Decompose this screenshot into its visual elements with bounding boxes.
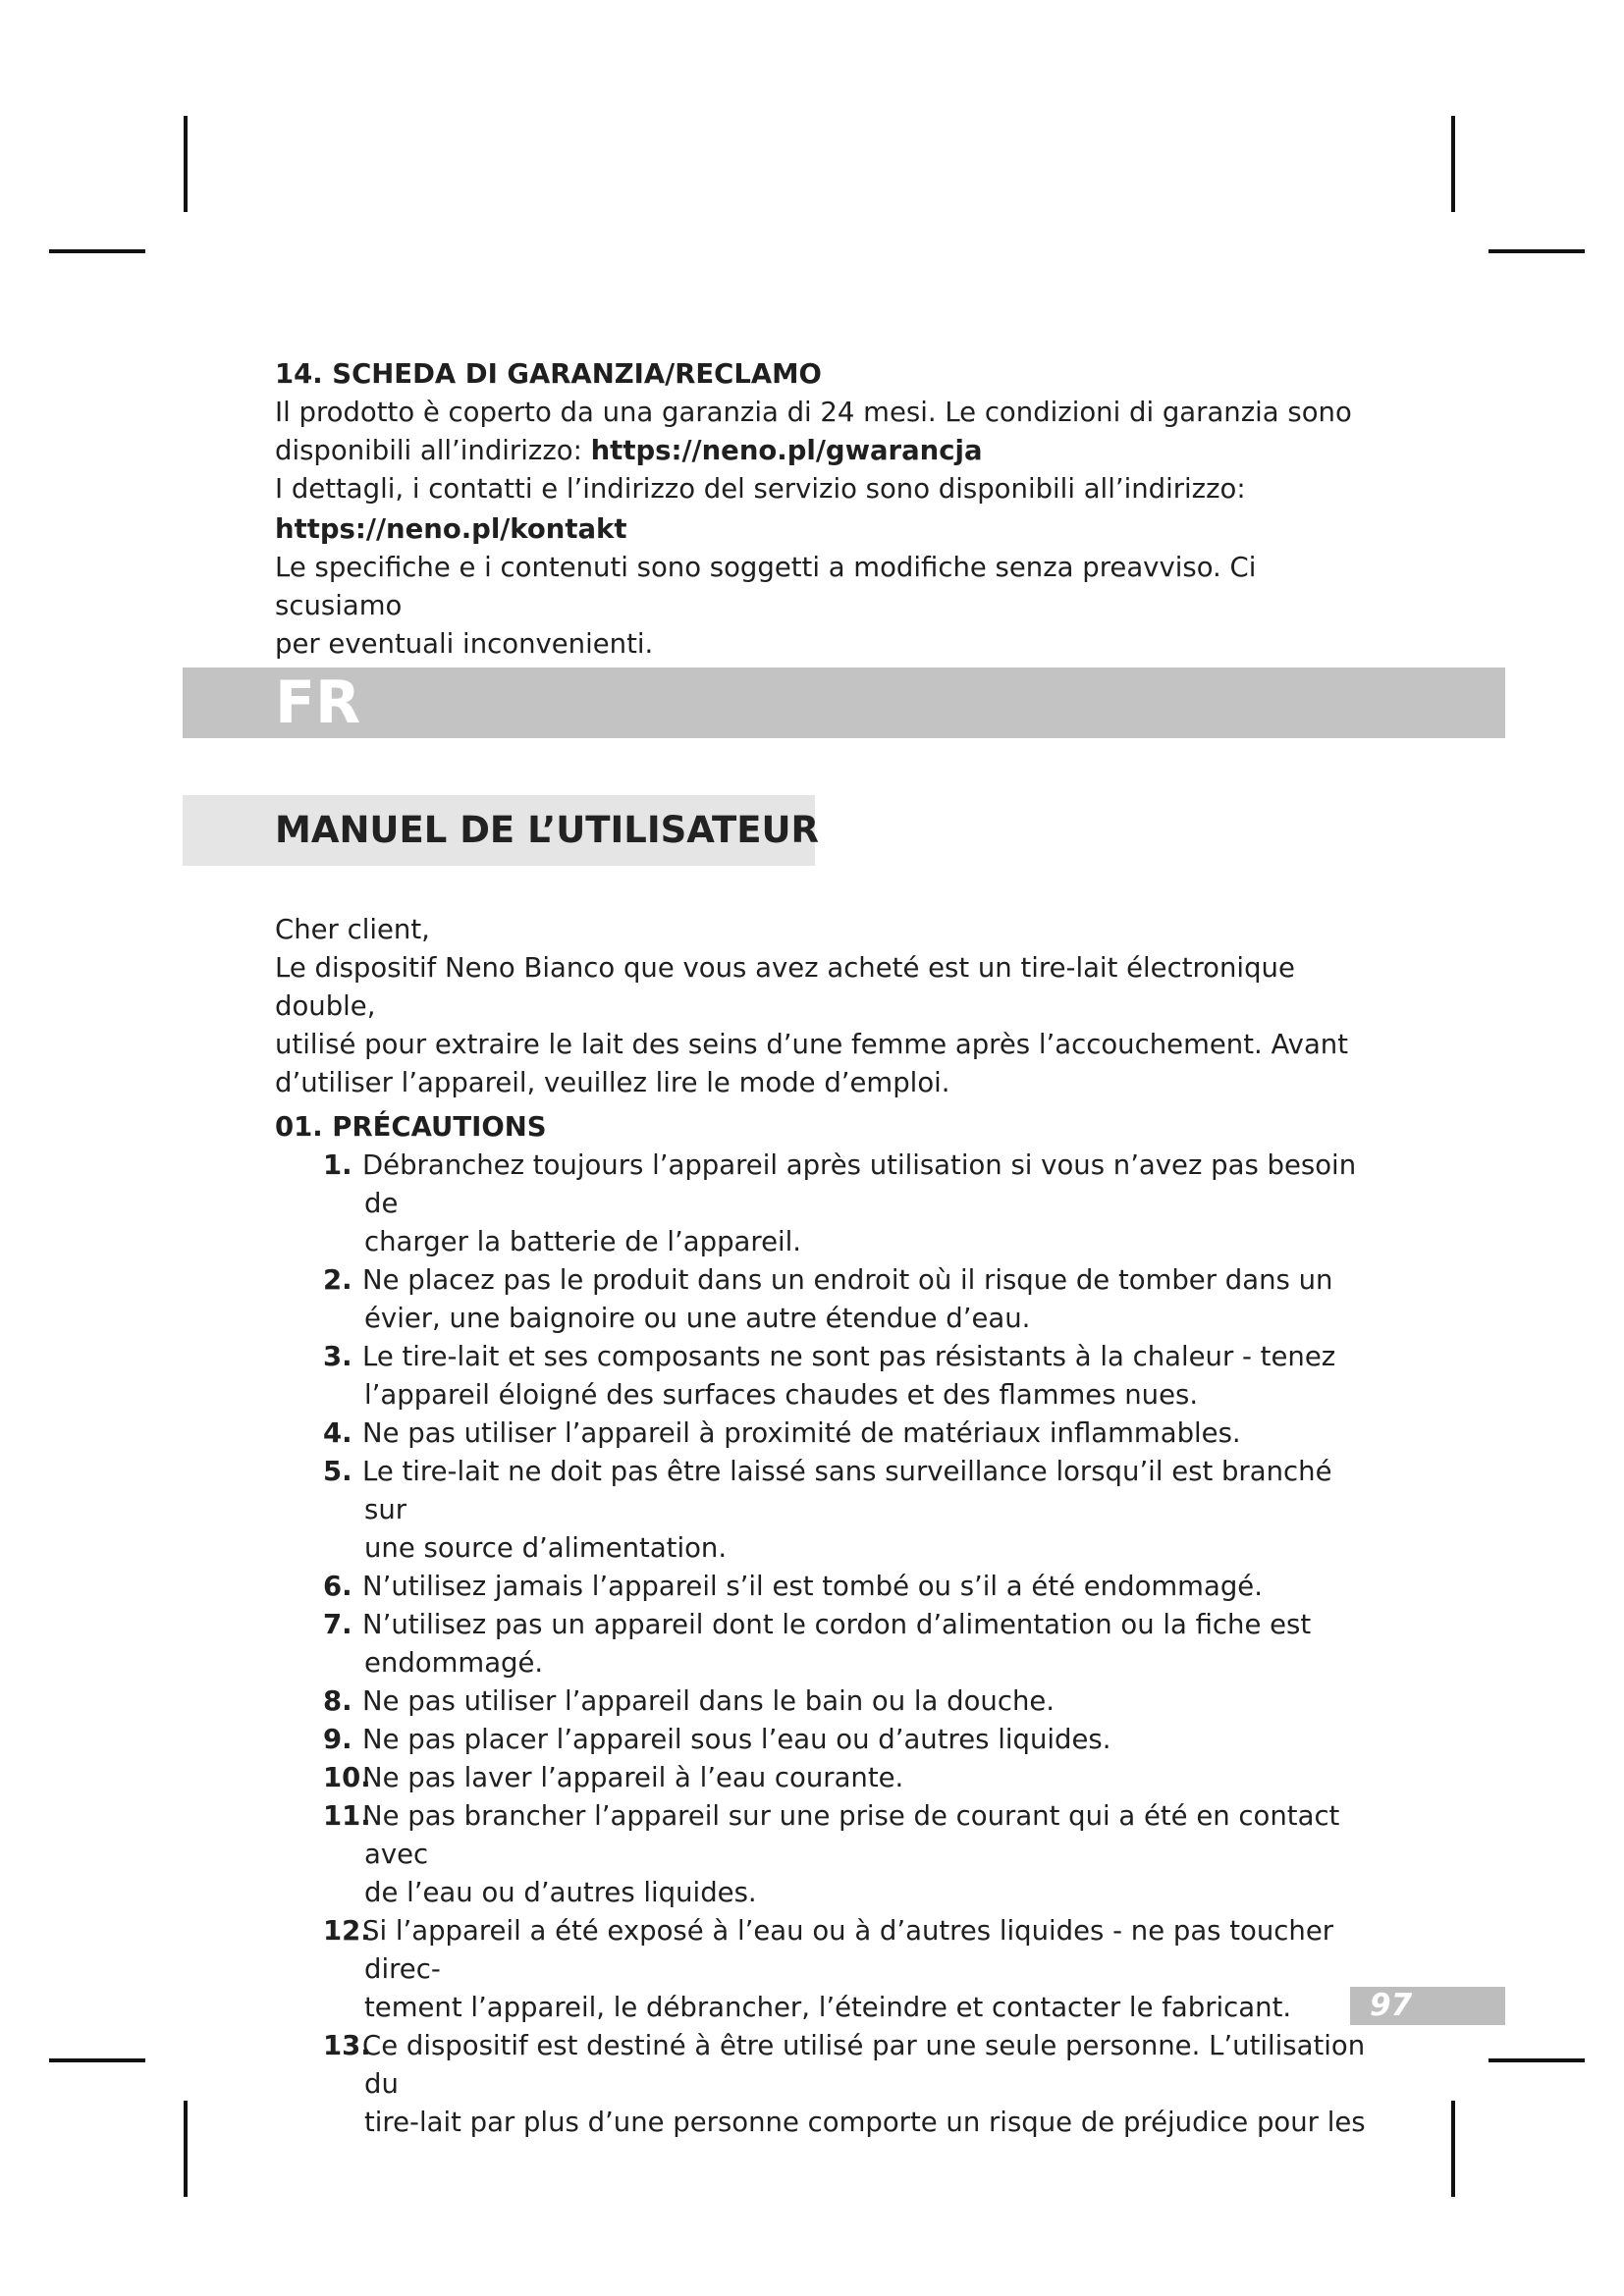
crop-mark-bottom-left-vertical: [184, 2101, 188, 2197]
precaution-text-continued: charger la batterie de l’appareil.: [364, 1226, 802, 1257]
precaution-text: N’utilisez pas un appareil dont le cordon d’alimentation ou la fiche est: [362, 1609, 1312, 1640]
precaution-text: Si l’appareil a été exposé à l’eau ou à d’autres liquides - ne pas toucher direc-: [362, 1915, 1334, 1985]
precaution-number: 8.: [323, 1685, 352, 1717]
precaution-item: [319, 1453, 1375, 1568]
precaution-text: Ne pas brancher l’appareil sur une prise de courant qui a été en contact avec: [362, 1800, 1340, 1870]
precaution-number: 4.: [323, 1417, 352, 1449]
precaution-number: 5.: [323, 1456, 352, 1487]
greeting: Cher client,: [275, 914, 430, 945]
precaution-text: Ce dispositif est destiné à être utilisé par une seule personne. L’utilisation du: [362, 2030, 1366, 2100]
intro-line: Le dispositif Neno Bianco que vous avez acheté est un tire-lait électronique double,: [275, 952, 1295, 1022]
manual-title-bar: [183, 795, 820, 866]
precaution-text: Ne pas laver l’appareil à l’eau courante.: [362, 1762, 904, 1793]
precaution-number: 10.: [323, 1762, 371, 1793]
precaution-text-continued: endommagé.: [364, 1647, 544, 1679]
precaution-item: [319, 1797, 1375, 1912]
precaution-item: [319, 1261, 1375, 1338]
warranty-link[interactable]: https://neno.pl/gwarancja: [590, 435, 983, 466]
precautions-list: [275, 1147, 1375, 2142]
precaution-text-continued: de l’eau ou d’autres liquides.: [364, 1877, 757, 1908]
precaution-item: [319, 1721, 1375, 1759]
warranty-section: [275, 355, 1365, 664]
precaution-number: 2.: [323, 1264, 352, 1296]
precautions-heading: 01. PRÉCAUTIONS: [275, 1111, 547, 1143]
crop-mark-top-right-horizontal: [1489, 249, 1585, 253]
precaution-item: [319, 1338, 1375, 1415]
precaution-number: 13.: [323, 2030, 371, 2061]
precaution-number: 3.: [323, 1341, 352, 1372]
page-number-box: [1350, 1987, 1505, 2025]
precaution-item: [319, 1606, 1375, 1682]
precaution-number: 11.: [323, 1800, 371, 1832]
intro-line: utilisé pour extraire le lait des seins d’une femme après l’accouchement. Avant: [275, 1029, 1349, 1060]
precaution-item: [319, 1415, 1375, 1453]
precaution-text-continued: évier, une baignoire ou une autre étendue d’eau.: [364, 1303, 1031, 1334]
precaution-item: [319, 1568, 1375, 1606]
crop-mark-top-left-horizontal: [49, 249, 145, 253]
precaution-item: [319, 1759, 1375, 1797]
precaution-number: 6.: [323, 1571, 352, 1602]
precaution-number: 9.: [323, 1724, 352, 1755]
precaution-text-continued: tire-lait par plus d’une personne comporte un risque de préjudice pour les: [364, 2107, 1366, 2138]
precaution-text: Le tire-lait et ses composants ne sont pas résistants à la chaleur - tenez: [362, 1341, 1336, 1372]
precaution-item: [319, 1682, 1375, 1721]
precaution-text: N’utilisez jamais l’appareil s’il est tombé ou s’il a été endommagé.: [362, 1571, 1263, 1602]
contact-text-line: I dettagli, i contatti e l’indirizzo del servizio sono disponibili all’indirizzo:: [275, 473, 1246, 505]
warranty-text-line: [275, 432, 1365, 470]
disclaimer-line: per eventuali inconvenienti.: [275, 628, 654, 660]
warranty-text-prefix: disponibili all’indirizzo:: [275, 435, 591, 466]
manual-title: MANUEL DE L’UTILISATEUR: [275, 809, 820, 851]
precaution-number: 12.: [323, 1915, 371, 1947]
precaution-text: Ne pas utiliser l’appareil dans le bain ou la douche.: [362, 1685, 1056, 1717]
precaution-text: Débranchez toujours l’appareil après utilisation si vous n’avez pas besoin de: [362, 1149, 1357, 1219]
crop-mark-bottom-right-horizontal: [1489, 2058, 1585, 2062]
intro-line: d’utiliser l’appareil, veuillez lire le mode d’emploi.: [275, 1067, 950, 1098]
precaution-item: [319, 1912, 1375, 2027]
crop-mark-top-left-vertical: [184, 116, 188, 212]
precaution-text: Le tire-lait ne doit pas être laissé sans surveillance lorsqu’il est branché sur: [362, 1456, 1332, 1525]
precaution-number: 1.: [323, 1149, 352, 1181]
language-bar: [183, 667, 1505, 738]
precaution-text-continued: l’appareil éloigné des surfaces chaudes et des flammes nues.: [364, 1379, 1199, 1411]
precaution-item: [319, 2027, 1375, 2142]
crop-mark-bottom-left-horizontal: [49, 2058, 145, 2062]
precaution-text: Ne pas placer l’appareil sous l’eau ou d’autres liquides.: [362, 1724, 1111, 1755]
precaution-text: Ne pas utiliser l’appareil à proximité de matériaux inflammables.: [362, 1417, 1241, 1449]
precaution-text-continued: tement l’appareil, le débrancher, l’éteindre et contacter le fabricant.: [364, 1992, 1292, 2023]
precaution-text-continued: une source d’alimentation.: [364, 1532, 728, 1564]
crop-mark-top-right-vertical: [1451, 116, 1455, 212]
warranty-heading: 14. SCHEDA DI GARANZIA/RECLAMO: [275, 358, 822, 390]
page-number: 97: [1370, 1988, 1413, 2023]
crop-mark-bottom-right-vertical: [1451, 2101, 1455, 2197]
language-code: FR: [275, 668, 361, 737]
precautions-section: [275, 1108, 1375, 2142]
contact-link[interactable]: https://neno.pl/kontakt: [275, 513, 627, 545]
intro-text: [275, 911, 1375, 1102]
disclaimer-line: Le specifiche e i contenuti sono soggetti a modifiche senza preavviso. Ci scusiamo: [275, 552, 1257, 621]
precaution-text: Ne placez pas le produit dans un endroit où il risque de tomber dans un: [362, 1264, 1333, 1296]
precaution-item: [319, 1147, 1375, 1261]
warranty-text-line: Il prodotto è coperto da una garanzia di 24 mesi. Le condizioni di garanzia sono: [275, 397, 1352, 428]
precaution-number: 7.: [323, 1609, 352, 1640]
